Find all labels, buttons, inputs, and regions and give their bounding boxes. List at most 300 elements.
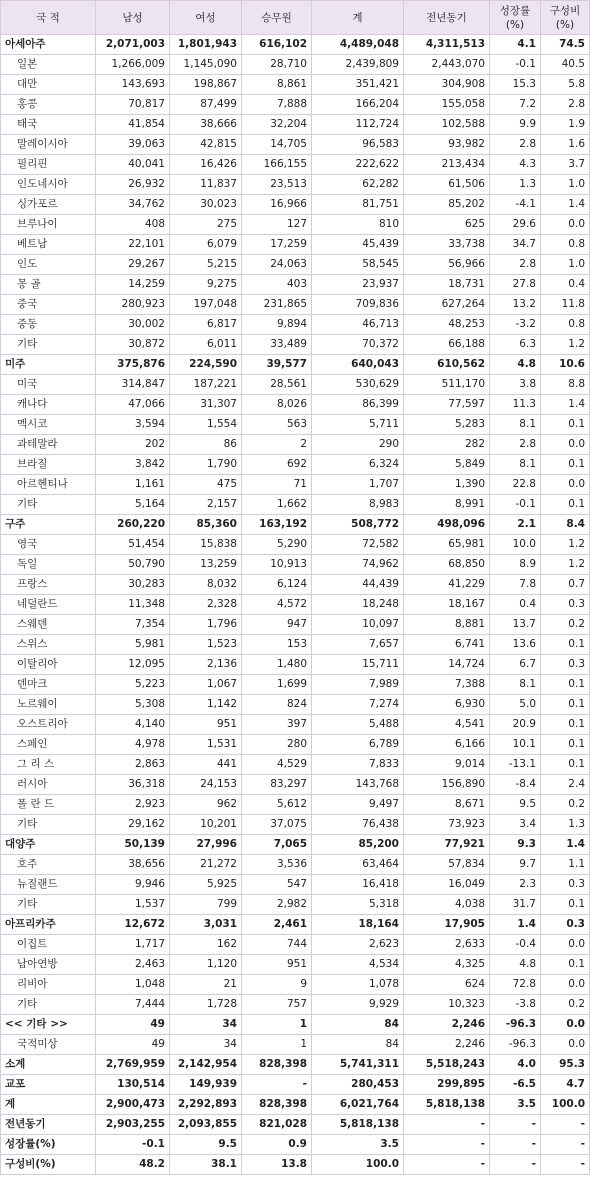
cell-total: 45,439 — [312, 235, 404, 255]
cell-nationality: 필리핀 — [1, 155, 96, 175]
cell-growth-rate: -0.1 — [490, 495, 541, 515]
cell-composition: 95.3 — [541, 1055, 590, 1075]
cell-composition: 3.7 — [541, 155, 590, 175]
cell-crew: 6,124 — [242, 575, 312, 595]
cell-composition: 1.2 — [541, 335, 590, 355]
cell-male: 1,717 — [96, 935, 170, 955]
cell-male: 50,139 — [96, 835, 170, 855]
cell-male: 2,769,959 — [96, 1055, 170, 1075]
table-row — [1, 655, 590, 675]
cell-male: 26,932 — [96, 175, 170, 195]
cell-crew: 824 — [242, 695, 312, 715]
cell-nationality: 스위스 — [1, 635, 96, 655]
cell-composition: 0.1 — [541, 415, 590, 435]
cell-composition: 2.4 — [541, 775, 590, 795]
cell-nationality: 아르헨티나 — [1, 475, 96, 495]
cell-growth-rate: 2.3 — [490, 875, 541, 895]
region-row — [1, 915, 590, 935]
cell-total: 640,043 — [312, 355, 404, 375]
cell-previous-year: 1,390 — [404, 475, 490, 495]
cell-crew: 166,155 — [242, 155, 312, 175]
cell-growth-rate: 10.0 — [490, 535, 541, 555]
cell-total: 84 — [312, 1015, 404, 1035]
cell-male: 11,348 — [96, 595, 170, 615]
table-row — [1, 255, 590, 275]
cell-composition: 1.2 — [541, 535, 590, 555]
cell-composition: 8.4 — [541, 515, 590, 535]
cell-previous-year: 4,541 — [404, 715, 490, 735]
cell-female: 2,292,893 — [170, 1095, 242, 1115]
cell-previous-year: 4,311,513 — [404, 35, 490, 55]
cell-nationality: 덴마크 — [1, 675, 96, 695]
header-growth-rate: 성장률 (%) — [490, 1, 541, 35]
cell-male: 408 — [96, 215, 170, 235]
table-body — [1, 35, 590, 1175]
cell-total: 23,937 — [312, 275, 404, 295]
cell-growth-rate: 1.4 — [490, 915, 541, 935]
table-row — [1, 695, 590, 715]
cell-growth-rate: 2.1 — [490, 515, 541, 535]
table-row — [1, 95, 590, 115]
cell-female: 87,499 — [170, 95, 242, 115]
cell-male: 2,923 — [96, 795, 170, 815]
cell-female: 16,426 — [170, 155, 242, 175]
table-row — [1, 615, 590, 635]
cell-previous-year: 498,096 — [404, 515, 490, 535]
cell-nationality: 전년동기 — [1, 1115, 96, 1135]
cell-female: 2,093,855 — [170, 1115, 242, 1135]
cell-male: 4,978 — [96, 735, 170, 755]
cell-total: 810 — [312, 215, 404, 235]
table-row — [1, 535, 590, 555]
cell-composition: 0.1 — [541, 695, 590, 715]
table-row — [1, 75, 590, 95]
cell-female: 1,145,090 — [170, 55, 242, 75]
cell-composition: 1.0 — [541, 255, 590, 275]
cell-previous-year: 93,982 — [404, 135, 490, 155]
table-row — [1, 975, 590, 995]
cell-female: 799 — [170, 895, 242, 915]
cell-nationality: 베트남 — [1, 235, 96, 255]
cell-nationality: 중동 — [1, 315, 96, 335]
cell-previous-year: 282 — [404, 435, 490, 455]
cell-female: 1,523 — [170, 635, 242, 655]
cell-total: 7,989 — [312, 675, 404, 695]
cell-total: 84 — [312, 1035, 404, 1055]
cell-previous-year: 10,323 — [404, 995, 490, 1015]
cell-nationality: 일본 — [1, 55, 96, 75]
cell-female: 34 — [170, 1015, 242, 1035]
cell-growth-rate: 3.8 — [490, 375, 541, 395]
cell-crew: 0.9 — [242, 1135, 312, 1155]
cell-female: 21,272 — [170, 855, 242, 875]
cell-growth-rate: 9.3 — [490, 835, 541, 855]
cell-male: 41,854 — [96, 115, 170, 135]
cell-growth-rate: -6.5 — [490, 1075, 541, 1095]
cell-crew: 757 — [242, 995, 312, 1015]
header-male: 남성 — [96, 1, 170, 35]
cell-growth-rate: 4.1 — [490, 35, 541, 55]
cell-growth-rate: 2.8 — [490, 255, 541, 275]
cell-female: 1,801,943 — [170, 35, 242, 55]
cell-crew: 1,480 — [242, 655, 312, 675]
cell-total: 2,623 — [312, 935, 404, 955]
cell-total: 5,488 — [312, 715, 404, 735]
cell-total: 58,545 — [312, 255, 404, 275]
cell-composition: 1.4 — [541, 835, 590, 855]
cell-previous-year: 304,908 — [404, 75, 490, 95]
cell-male: 14,259 — [96, 275, 170, 295]
cell-growth-rate: 29.6 — [490, 215, 541, 235]
cell-female: 11,837 — [170, 175, 242, 195]
table-row — [1, 935, 590, 955]
cell-male: 29,267 — [96, 255, 170, 275]
cell-nationality: 멕시코 — [1, 415, 96, 435]
cell-female: 2,157 — [170, 495, 242, 515]
cell-crew: 947 — [242, 615, 312, 635]
cell-growth-rate: 22.8 — [490, 475, 541, 495]
cell-composition: - — [541, 1135, 590, 1155]
cell-previous-year: 2,246 — [404, 1035, 490, 1055]
cell-composition: - — [541, 1155, 590, 1175]
cell-previous-year: 6,166 — [404, 735, 490, 755]
cell-nationality: 남아연방 — [1, 955, 96, 975]
table-row — [1, 955, 590, 975]
cell-total: 44,439 — [312, 575, 404, 595]
cell-female: 224,590 — [170, 355, 242, 375]
cell-nationality: 아세아주 — [1, 35, 96, 55]
cell-composition: 0.4 — [541, 275, 590, 295]
cell-female: 187,221 — [170, 375, 242, 395]
cell-previous-year: 73,923 — [404, 815, 490, 835]
cell-total: 6,324 — [312, 455, 404, 475]
cell-total: 709,836 — [312, 295, 404, 315]
cell-female: 441 — [170, 755, 242, 775]
cell-growth-rate: 3.4 — [490, 815, 541, 835]
cell-composition: 0.0 — [541, 215, 590, 235]
table-row — [1, 475, 590, 495]
cell-growth-rate: 2.8 — [490, 435, 541, 455]
cell-growth-rate: 4.8 — [490, 955, 541, 975]
cell-growth-rate: -4.1 — [490, 195, 541, 215]
header-composition: 구성비 (%) — [541, 1, 590, 35]
cell-female: 10,201 — [170, 815, 242, 835]
cell-crew: 127 — [242, 215, 312, 235]
cell-total: 96,583 — [312, 135, 404, 155]
summary-row — [1, 1115, 590, 1135]
cell-total: 63,464 — [312, 855, 404, 875]
cell-previous-year: 102,588 — [404, 115, 490, 135]
table-row — [1, 55, 590, 75]
cell-crew: 280 — [242, 735, 312, 755]
cell-growth-rate: 13.6 — [490, 635, 541, 655]
cell-composition: 0.1 — [541, 675, 590, 695]
cell-previous-year: 48,253 — [404, 315, 490, 335]
cell-nationality: 기타 — [1, 995, 96, 1015]
cell-previous-year: - — [404, 1155, 490, 1175]
region-row — [1, 35, 590, 55]
cell-previous-year: 625 — [404, 215, 490, 235]
cell-nationality: 노르웨이 — [1, 695, 96, 715]
table-header — [1, 1, 590, 35]
cell-total: 5,818,138 — [312, 1115, 404, 1135]
cell-total: 9,929 — [312, 995, 404, 1015]
cell-male: 2,463 — [96, 955, 170, 975]
table-row — [1, 895, 590, 915]
cell-total: 166,204 — [312, 95, 404, 115]
table-row — [1, 855, 590, 875]
cell-composition: 0.2 — [541, 795, 590, 815]
cell-female: 6,011 — [170, 335, 242, 355]
cell-composition: 0.0 — [541, 935, 590, 955]
cell-male: 7,444 — [96, 995, 170, 1015]
cell-growth-rate: -96.3 — [490, 1015, 541, 1035]
cell-male: 12,095 — [96, 655, 170, 675]
cell-crew: 8,861 — [242, 75, 312, 95]
table-row — [1, 335, 590, 355]
summary-row — [1, 1155, 590, 1175]
table-row — [1, 175, 590, 195]
cell-growth-rate: 2.8 — [490, 135, 541, 155]
cell-male: 40,041 — [96, 155, 170, 175]
cell-male: 5,308 — [96, 695, 170, 715]
cell-growth-rate: 4.3 — [490, 155, 541, 175]
cell-female: 1,790 — [170, 455, 242, 475]
cell-male: 260,220 — [96, 515, 170, 535]
cell-nationality: 미주 — [1, 355, 96, 375]
cell-nationality: 러시아 — [1, 775, 96, 795]
cell-total: 4,534 — [312, 955, 404, 975]
cell-total: 2,439,809 — [312, 55, 404, 75]
cell-total: 15,711 — [312, 655, 404, 675]
cell-nationality: 구주 — [1, 515, 96, 535]
cell-composition: 0.0 — [541, 975, 590, 995]
cell-male: 375,876 — [96, 355, 170, 375]
cell-total: 46,713 — [312, 315, 404, 335]
cell-total: 70,372 — [312, 335, 404, 355]
cell-total: 222,622 — [312, 155, 404, 175]
cell-total: 7,657 — [312, 635, 404, 655]
cell-female: 86 — [170, 435, 242, 455]
cell-nationality: 태국 — [1, 115, 96, 135]
cell-total: 280,453 — [312, 1075, 404, 1095]
table-row — [1, 815, 590, 835]
cell-female: 1,796 — [170, 615, 242, 635]
region-row — [1, 355, 590, 375]
cell-composition: 1.4 — [541, 195, 590, 215]
cell-nationality: 몽 골 — [1, 275, 96, 295]
cell-growth-rate: -3.2 — [490, 315, 541, 335]
cell-composition: 4.7 — [541, 1075, 590, 1095]
cell-male: 49 — [96, 1035, 170, 1055]
cell-previous-year: 2,246 — [404, 1015, 490, 1035]
cell-nationality: 대양주 — [1, 835, 96, 855]
cell-crew: 7,888 — [242, 95, 312, 115]
cell-growth-rate: -13.1 — [490, 755, 541, 775]
cell-male: 2,863 — [96, 755, 170, 775]
cell-crew: 17,259 — [242, 235, 312, 255]
cell-growth-rate: 7.8 — [490, 575, 541, 595]
header-female: 여성 — [170, 1, 242, 35]
cell-crew: 4,572 — [242, 595, 312, 615]
cell-nationality: 구성비(%) — [1, 1155, 96, 1175]
cell-crew: 4,529 — [242, 755, 312, 775]
cell-composition: 0.7 — [541, 575, 590, 595]
cell-nationality: 폴 란 드 — [1, 795, 96, 815]
cell-female: 149,939 — [170, 1075, 242, 1095]
cell-crew: 9 — [242, 975, 312, 995]
cell-female: 5,215 — [170, 255, 242, 275]
cell-total: 18,164 — [312, 915, 404, 935]
cell-composition: 5.8 — [541, 75, 590, 95]
cell-previous-year: 17,905 — [404, 915, 490, 935]
cell-crew: 692 — [242, 455, 312, 475]
cell-total: 112,724 — [312, 115, 404, 135]
cell-crew: 403 — [242, 275, 312, 295]
cell-female: 8,032 — [170, 575, 242, 595]
cell-total: 6,021,764 — [312, 1095, 404, 1115]
cell-male: 47,066 — [96, 395, 170, 415]
cell-previous-year: 299,895 — [404, 1075, 490, 1095]
cell-female: 6,079 — [170, 235, 242, 255]
cell-growth-rate: 10.1 — [490, 735, 541, 755]
cell-male: 22,101 — [96, 235, 170, 255]
cell-previous-year: 8,671 — [404, 795, 490, 815]
cell-crew: 39,577 — [242, 355, 312, 375]
cell-female: 1,120 — [170, 955, 242, 975]
region-row — [1, 835, 590, 855]
cell-female: 198,867 — [170, 75, 242, 95]
cell-growth-rate: 34.7 — [490, 235, 541, 255]
cell-nationality: 싱가포르 — [1, 195, 96, 215]
cell-previous-year: - — [404, 1115, 490, 1135]
cell-growth-rate: 8.1 — [490, 415, 541, 435]
cell-previous-year: 2,633 — [404, 935, 490, 955]
cell-nationality: 미국 — [1, 375, 96, 395]
cell-previous-year: 511,170 — [404, 375, 490, 395]
table-row — [1, 115, 590, 135]
cell-nationality: 국적미상 — [1, 1035, 96, 1055]
cell-crew: 5,612 — [242, 795, 312, 815]
cell-composition: 0.1 — [541, 755, 590, 775]
cell-male: 130,514 — [96, 1075, 170, 1095]
cell-total: 10,097 — [312, 615, 404, 635]
cell-male: 3,594 — [96, 415, 170, 435]
cell-male: 9,946 — [96, 875, 170, 895]
cell-total: 18,248 — [312, 595, 404, 615]
cell-female: 15,838 — [170, 535, 242, 555]
cell-crew: 7,065 — [242, 835, 312, 855]
cell-previous-year: 57,834 — [404, 855, 490, 875]
cell-growth-rate: -8.4 — [490, 775, 541, 795]
summary-row — [1, 1055, 590, 1075]
cell-composition: - — [541, 1115, 590, 1135]
cell-female: 9.5 — [170, 1135, 242, 1155]
cell-nationality: 성장률(%) — [1, 1135, 96, 1155]
cell-previous-year: 156,890 — [404, 775, 490, 795]
table-row — [1, 455, 590, 475]
cell-nationality: 과테말라 — [1, 435, 96, 455]
cell-male: 48.2 — [96, 1155, 170, 1175]
cell-previous-year: - — [404, 1135, 490, 1155]
summary-row — [1, 1095, 590, 1115]
cell-nationality: 교포 — [1, 1075, 96, 1095]
cell-composition: 1.0 — [541, 175, 590, 195]
table-row — [1, 755, 590, 775]
cell-crew: 32,204 — [242, 115, 312, 135]
cell-growth-rate: 9.9 — [490, 115, 541, 135]
cell-composition: 0.8 — [541, 235, 590, 255]
cell-nationality: 그 리 스 — [1, 755, 96, 775]
cell-composition: 0.0 — [541, 435, 590, 455]
cell-composition: 11.8 — [541, 295, 590, 315]
cell-total: 9,497 — [312, 795, 404, 815]
header-row — [1, 1, 590, 35]
cell-growth-rate: 9.5 — [490, 795, 541, 815]
cell-previous-year: 18,731 — [404, 275, 490, 295]
cell-composition: 10.6 — [541, 355, 590, 375]
cell-total: 62,282 — [312, 175, 404, 195]
cell-crew: 153 — [242, 635, 312, 655]
cell-crew: 10,913 — [242, 555, 312, 575]
cell-growth-rate: -3.8 — [490, 995, 541, 1015]
cell-male: 1,048 — [96, 975, 170, 995]
table-row — [1, 555, 590, 575]
cell-male: 30,872 — [96, 335, 170, 355]
cell-composition: 8.8 — [541, 375, 590, 395]
cell-growth-rate: -96.3 — [490, 1035, 541, 1055]
cell-female: 6,817 — [170, 315, 242, 335]
cell-crew: 83,297 — [242, 775, 312, 795]
cell-growth-rate: - — [490, 1155, 541, 1175]
cell-previous-year: 624 — [404, 975, 490, 995]
cell-female: 13,259 — [170, 555, 242, 575]
cell-crew: 8,026 — [242, 395, 312, 415]
cell-crew: 163,192 — [242, 515, 312, 535]
cell-growth-rate: 6.3 — [490, 335, 541, 355]
cell-growth-rate: 4.0 — [490, 1055, 541, 1075]
cell-total: 4,489,048 — [312, 35, 404, 55]
cell-previous-year: 56,966 — [404, 255, 490, 275]
cell-growth-rate: 7.2 — [490, 95, 541, 115]
cell-crew: 23,513 — [242, 175, 312, 195]
cell-total: 530,629 — [312, 375, 404, 395]
cell-previous-year: 6,930 — [404, 695, 490, 715]
table-row — [1, 995, 590, 1015]
cell-composition: 0.3 — [541, 595, 590, 615]
cell-female: 38,666 — [170, 115, 242, 135]
cell-female: 27,996 — [170, 835, 242, 855]
cell-crew: 28,710 — [242, 55, 312, 75]
cell-crew: 828,398 — [242, 1095, 312, 1115]
cell-male: 34,762 — [96, 195, 170, 215]
cell-female: 1,067 — [170, 675, 242, 695]
cell-nationality: 호주 — [1, 855, 96, 875]
cell-composition: 0.2 — [541, 995, 590, 1015]
cell-nationality: 프랑스 — [1, 575, 96, 595]
cell-total: 5,318 — [312, 895, 404, 915]
cell-male: 2,071,003 — [96, 35, 170, 55]
cell-crew: 397 — [242, 715, 312, 735]
cell-growth-rate: 27.8 — [490, 275, 541, 295]
cell-growth-rate: 72.8 — [490, 975, 541, 995]
cell-male: -0.1 — [96, 1135, 170, 1155]
cell-previous-year: 5,518,243 — [404, 1055, 490, 1075]
table-row — [1, 675, 590, 695]
cell-growth-rate: 31.7 — [490, 895, 541, 915]
cell-composition: 1.2 — [541, 555, 590, 575]
cell-male: 30,283 — [96, 575, 170, 595]
